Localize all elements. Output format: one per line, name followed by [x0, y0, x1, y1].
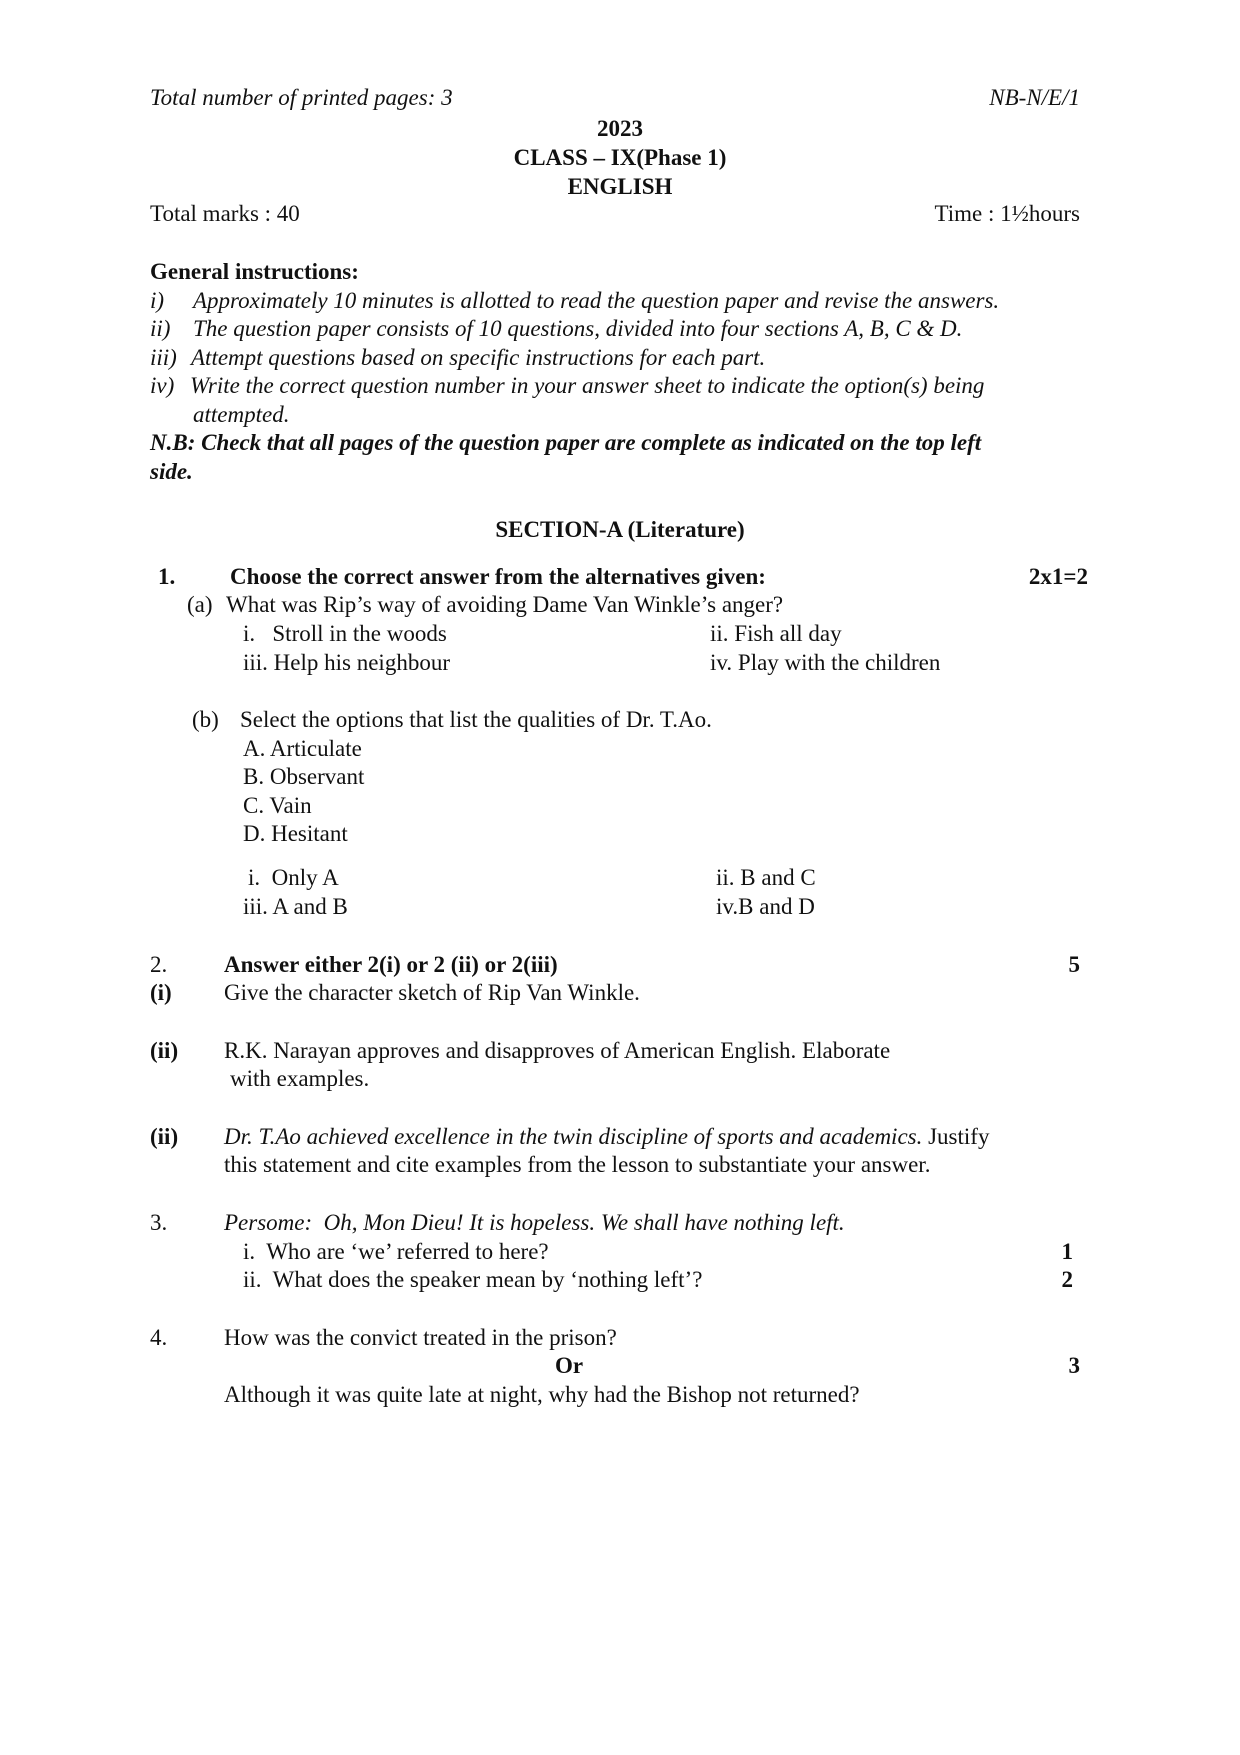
answer-option: i. Only A [248, 865, 339, 890]
exam-class: CLASS – IX(Phase 1) [513, 145, 727, 170]
question-number: 1. [158, 564, 176, 589]
or-divider: Or [555, 1353, 584, 1378]
instruction-text: Write the correct question number in your answer sheet to indicate the option(s) being [190, 373, 985, 398]
instruction-text: Approximately 10 minutes is allotted to read the question paper and revise the answers. [193, 288, 1000, 313]
question-marks: 2x1=2 [1028, 564, 1088, 589]
subquestion-label: (a) [187, 592, 213, 617]
printed-pages-note: Total number of printed pages: 3 [150, 85, 453, 110]
question-marks: 5 [1068, 952, 1080, 977]
question-marks: 2 [1061, 1267, 1073, 1292]
quality-item: B. Observant [243, 764, 365, 789]
question-number: 3. [150, 1210, 168, 1235]
instruction-num: iii) [150, 345, 177, 370]
exam-time: Time : 1½hours [934, 201, 1080, 226]
total-marks: Total marks : 40 [150, 201, 300, 226]
subquestion-label: (b) [192, 707, 219, 732]
subquestion-text: What was Rip’s way of avoiding Dame Van Winkle’s anger? [226, 592, 784, 617]
option-label: (i) [150, 980, 172, 1005]
option-text-continued: this statement and cite examples from the lesson to substantiate your answer. [224, 1152, 931, 1177]
instruction-num: i) [150, 288, 165, 313]
answer-option: ii. Fish all day [710, 621, 842, 646]
answer-option: ii. B and C [716, 865, 816, 890]
instruction-text-continued: attempted. [193, 402, 290, 427]
instructions-title: General instructions: [150, 259, 359, 284]
nb-note-continued: side. [150, 459, 193, 484]
answer-option: i. Stroll in the woods [243, 621, 447, 646]
subquestion-text: i. Who are ‘we’ referred to here? [243, 1239, 549, 1264]
quality-item: C. Vain [243, 793, 312, 818]
option-text-italic: Dr. T.Ao achieved excellence in the twin discipline of sports and academics. [224, 1124, 923, 1149]
option-text-rest: Justify [922, 1124, 990, 1149]
option-text-continued: with examples. [230, 1066, 370, 1091]
instruction-num: ii) [150, 316, 171, 341]
answer-option: iii. Help his neighbour [243, 650, 450, 675]
option-text [224, 1125, 989, 1148]
question-text: How was the convict treated in the prison? [224, 1325, 617, 1350]
subquestion-text: ii. What does the speaker mean by ‘nothing left’? [243, 1267, 703, 1292]
instruction-text: Attempt questions based on specific instructions for each part. [191, 345, 766, 370]
instruction-num: iv) [150, 373, 175, 398]
question-marks: 3 [1068, 1353, 1080, 1378]
answer-option: iv.B and D [716, 894, 815, 919]
option-label: (ii) [150, 1038, 179, 1063]
paper-code: NB-N/E/1 [989, 85, 1080, 110]
quote-text: Persome: Oh, Mon Dieu! It is hopeless. We shall have nothing left. [224, 1210, 845, 1235]
instruction-text: The question paper consists of 10 questions, divided into four sections A, B, C & D. [193, 316, 963, 341]
answer-option: iv. Play with the children [710, 650, 941, 675]
subquestion-text: Select the options that list the qualities of Dr. T.Ao. [240, 707, 712, 732]
question-number: 2. [150, 952, 168, 977]
section-title: SECTION-A (Literature) [495, 517, 745, 542]
quality-item: A. Articulate [243, 736, 362, 761]
question-number: 4. [150, 1325, 168, 1350]
exam-year: 2023 [597, 116, 643, 141]
option-text: R.K. Narayan approves and disapproves of American English. Elaborate [224, 1038, 891, 1063]
quality-item: D. Hesitant [243, 821, 348, 846]
question-marks: 1 [1061, 1239, 1073, 1264]
exam-subject: ENGLISH [567, 174, 673, 199]
option-label: (ii) [150, 1124, 179, 1149]
nb-note: N.B: Check that all pages of the question paper are complete as indicated on the top left [150, 430, 982, 455]
question-text: Answer either 2(i) or 2 (ii) or 2(iii) [224, 952, 558, 977]
option-text: Give the character sketch of Rip Van Winkle. [224, 980, 640, 1005]
answer-option: iii. A and B [243, 894, 348, 919]
question-text-alternative: Although it was quite late at night, why had the Bishop not returned? [224, 1382, 860, 1407]
question-text: Choose the correct answer from the alternatives given: [230, 564, 766, 589]
